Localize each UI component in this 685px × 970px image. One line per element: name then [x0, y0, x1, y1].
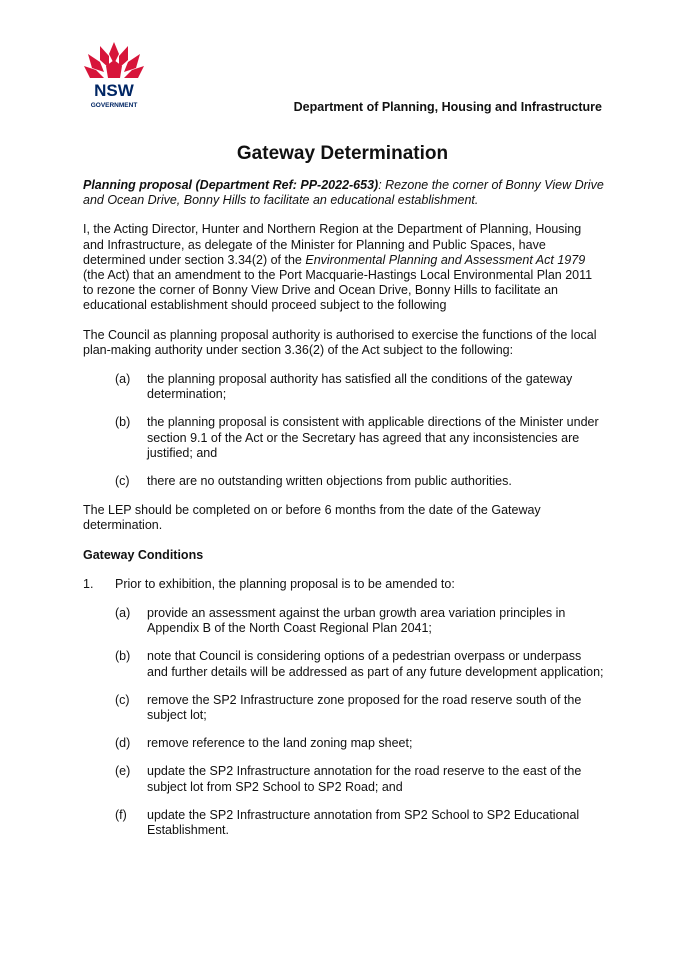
document-body — [83, 178, 605, 852]
page-title: Gateway Determination — [236, 143, 449, 164]
list-item — [83, 372, 605, 402]
list-item-label: (e) — [115, 764, 131, 779]
delegate-paragraph — [83, 222, 605, 313]
list-item-text: remove reference to the land zoning map sheet; — [147, 736, 413, 751]
list-item-text: there are no outstanding written objections from public authorities. — [147, 474, 512, 489]
list-item-text: the planning proposal authority has satisfied all the conditions of the gateway determination; — [147, 372, 573, 402]
authority-paragraph: The Council as planning proposal authority is authorised to exercise the functions of the local plan-making authority under section 3.36(2) of the Act subject to the following: — [83, 327, 597, 357]
list-item — [83, 693, 605, 723]
list-item-label: (d) — [115, 736, 131, 751]
list-item — [83, 764, 605, 794]
list-item-label: (f) — [115, 807, 127, 822]
delegate-text-2: (the Act) that an amendment to the Port Macquarie-Hastings Local Environmental Plan 2011 to rezone the corner of Bonny View Drive and Ocean Drive, Bonny Hills to facilitate an educational establishment should proceed subject to the following — [83, 268, 593, 313]
department-name: Department of Planning, Housing and Infrastructure — [293, 100, 602, 114]
gateway-conditions-heading: Gateway Conditions — [83, 547, 204, 562]
list-item-label: (a) — [115, 372, 131, 387]
list-item-label: (c) — [115, 474, 130, 489]
intro-paragraph — [83, 178, 605, 208]
list-item — [83, 808, 605, 838]
authority-conditions-list — [83, 372, 605, 489]
list-item-text: provide an assessment against the urban growth area variation principles in Appendix B of the North Coast Regional Plan 2041; — [147, 606, 566, 636]
condition-number: 1. — [83, 576, 94, 591]
list-item — [83, 606, 605, 636]
list-item — [83, 474, 605, 489]
list-item — [83, 415, 605, 461]
list-item-text: the planning proposal is consistent with applicable directions of the Minister under section 9.1 of the Act or the Secretary has agreed that any inconsistencies are justified; and — [147, 415, 599, 460]
act-name: Environmental Planning and Assessment Act 1979 — [305, 252, 586, 267]
svg-text:GOVERNMENT: GOVERNMENT — [90, 102, 138, 109]
svg-text:NSW: NSW — [94, 81, 134, 100]
list-item-label: (b) — [115, 649, 131, 664]
list-item-text: remove the SP2 Infrastructure zone proposed for the road reserve south of the subject lot; — [147, 692, 582, 723]
list-item-label: (a) — [115, 606, 131, 621]
list-item-label: (b) — [115, 415, 131, 430]
nsw-government-logo — [82, 40, 146, 116]
completion-paragraph: The LEP should be completed on or before 6 months from the date of the Gateway determination. — [83, 503, 541, 533]
planning-proposal-ref: Planning proposal (Department Ref: PP-2022-653) — [83, 178, 379, 192]
condition-1 — [83, 577, 605, 592]
delegate-text-1: I, the Acting Director, Hunter and Northern Region at the Department of Planning, Housing and Infrastructure, as delegate of the Minister for Planning and Public Spaces, have determined under section 3.34(2) of the — [83, 222, 582, 267]
condition-text: Prior to exhibition, the planning proposal is to be amended to: — [115, 576, 455, 591]
waratah-icon — [82, 40, 146, 116]
list-item — [83, 649, 605, 679]
list-item-text: note that Council is considering options of a pedestrian overpass or underpass and further details will be addressed as part of any future development application; — [147, 649, 604, 679]
list-item-label: (c) — [115, 692, 130, 707]
list-item — [83, 736, 605, 751]
condition-1-items — [83, 606, 605, 838]
planning-proposal-description: : Rezone the corner of Bonny View Drive and Ocean Drive, Bonny Hills to facilitate an educational establishment. — [83, 178, 604, 208]
list-item-text: update the SP2 Infrastructure annotation from SP2 School to SP2 Educational Establishment. — [147, 807, 580, 838]
list-item-text: update the SP2 Infrastructure annotation for the road reserve to the east of the subject lot from SP2 School to SP2 Road; and — [147, 764, 582, 794]
